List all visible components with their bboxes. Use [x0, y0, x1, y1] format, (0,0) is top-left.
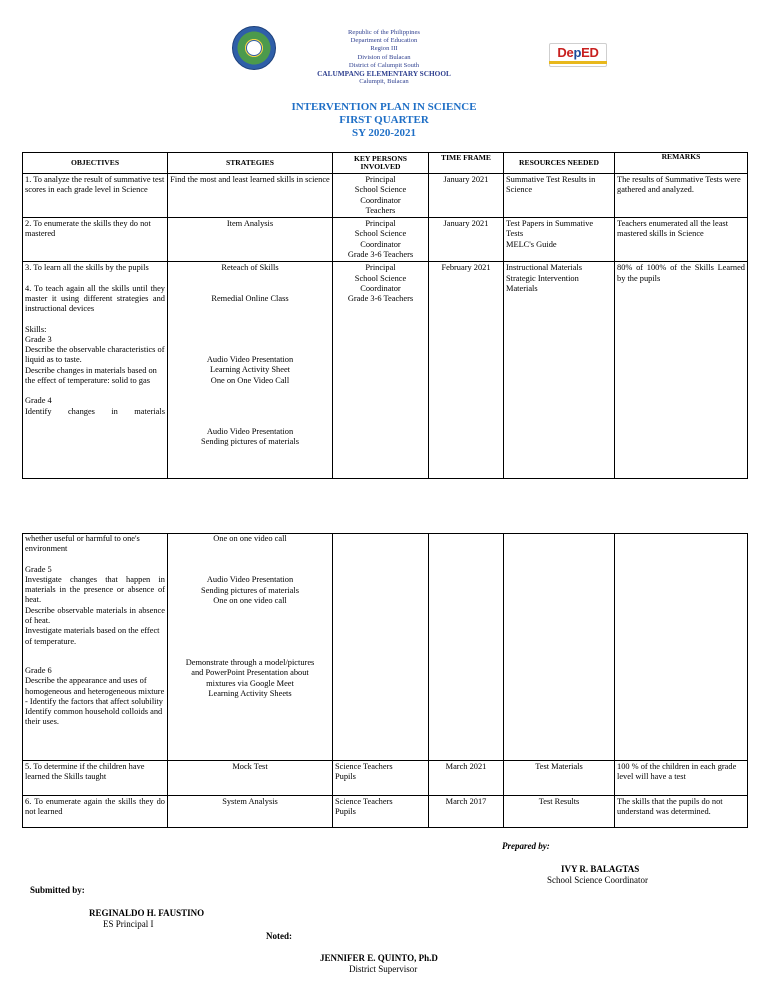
objective-cell: 5. To determine if the children have learned the Skills taught	[23, 761, 168, 796]
intervention-table-part1	[22, 152, 748, 479]
column-header: OBJECTIVES	[23, 153, 168, 174]
table-row	[23, 534, 748, 761]
remarks-cell: 100 % of the children in each grade level will have a test	[615, 761, 748, 796]
title-line: INTERVENTION PLAN IN SCIENCE	[291, 101, 477, 113]
time-frame-cell: January 2021	[429, 174, 504, 218]
person-item: Science Teachers	[335, 797, 393, 806]
submitted-by-label: Submitted by:	[30, 885, 85, 895]
noted-by-name: JENNIFER E. QUINTO, Ph.D	[320, 953, 438, 963]
submitted-by-title: ES Principal I	[103, 919, 154, 929]
strategy-text: Audio Video Presentation	[206, 354, 294, 364]
strategy-cell: Mock Test	[168, 761, 333, 796]
skill-text: - Identify the factors that affect solubility	[25, 696, 163, 706]
column-header: STRATEGIES	[168, 153, 333, 174]
person-item: School Science Coordinator	[354, 273, 407, 293]
resources-cell	[504, 218, 615, 262]
strategy-text: One on one video call	[213, 534, 287, 543]
resources-cell: Test Materials	[504, 761, 615, 796]
remarks-cell: 80% of 100% of the Skills Learned by the pupils	[615, 262, 748, 479]
strategy-cell: Item Analysis	[168, 218, 333, 262]
document-title	[234, 101, 534, 140]
submitted-by-name: REGINALDO H. FAUSTINO	[89, 908, 205, 918]
objective-cell: 2. To enumerate the skills they do not mastered	[23, 218, 168, 262]
objective-cell	[23, 262, 168, 479]
skill-text: whether useful or harmful to one's environment	[25, 534, 140, 554]
deped-logo: DepED	[549, 43, 607, 67]
persons-cell	[333, 262, 429, 479]
person-item: Principal	[365, 219, 396, 229]
person-item: Pupils	[335, 772, 356, 782]
time-frame-cell: March 2017	[429, 796, 504, 828]
resources-cell	[504, 262, 615, 479]
title-line: FIRST QUARTER	[339, 114, 429, 126]
strategy-text: Audio Video Presentation	[206, 575, 294, 585]
letterhead	[234, 29, 534, 86]
resources-cell	[504, 534, 615, 761]
school-name: CALUMPANG ELEMENTARY SCHOOL	[317, 69, 451, 79]
resources-cell: Test Results	[504, 796, 615, 828]
strategy-text: Reteach of Skills	[221, 263, 279, 273]
strategy-text: Learning Activity Sheets	[208, 689, 292, 699]
person-item: Science Teachers	[335, 762, 393, 771]
persons-cell	[333, 761, 429, 796]
strategy-text: Remedial Online Class	[211, 293, 289, 303]
skill-text: Identify changes in materials	[25, 406, 165, 416]
table-row	[23, 262, 748, 479]
skill-text: Investigate changes that happen in materials in the presence or absence of heat.	[25, 574, 165, 605]
objective-cell	[23, 534, 168, 761]
prepared-by-label: Prepared by:	[502, 841, 550, 851]
grade-label: Grade 5	[25, 564, 52, 574]
time-frame-cell	[429, 534, 504, 761]
person-item: Grade 3-6 Teachers	[347, 294, 414, 304]
person-item: Pupils	[335, 807, 356, 817]
intervention-table-part2	[22, 533, 748, 828]
time-frame-cell: February 2021	[429, 262, 504, 479]
resources-cell: Summative Test Results in Science	[504, 174, 615, 218]
objective-text: 4. To teach again all the skills until they master it using different strategies and instructional devices	[25, 283, 165, 314]
column-header: TIME FRAME	[429, 153, 504, 174]
objective-text: 3. To learn all the skills by the pupils	[25, 263, 149, 273]
table-row	[23, 796, 748, 828]
letterhead-line: Division of Bulacan	[357, 53, 411, 61]
strategy-text: One on one video call	[213, 595, 287, 605]
resource-item: Strategic Intervention Materials	[506, 273, 579, 293]
skill-text: Investigate materials based on the effect of temperature.	[25, 626, 160, 646]
person-item: Teachers	[365, 205, 396, 215]
column-header: KEY PERSONS INVOLVED	[333, 153, 429, 174]
letterhead-line: Region III	[370, 45, 398, 53]
person-item: Principal	[365, 263, 396, 273]
strategy-text: Demonstrate through a model/pictures	[185, 658, 315, 668]
prepared-by-name: IVY R. BALAGTAS	[561, 864, 640, 874]
skill-text: Describe changes in materials based on the effect of temperature: solid to gas	[25, 365, 157, 386]
remarks-cell: Teachers enumerated all the least mastered skills in Science	[615, 218, 748, 262]
strategy-cell	[168, 534, 333, 761]
person-item: Grade 3-6 Teachers	[347, 250, 414, 260]
strategy-text: Sending pictures of materials	[201, 437, 299, 447]
grade-label: Grade 3	[25, 334, 52, 344]
column-header: REMARKS	[615, 153, 748, 174]
skill-text: Identify common household colloids and their uses.	[25, 707, 163, 727]
strategy-cell: Find the most and least learned skills in science	[168, 174, 333, 218]
person-item: School Science Coordinator	[354, 185, 407, 205]
strategy-cell: System Analysis	[168, 796, 333, 828]
grade-label: Grade 6	[25, 665, 52, 675]
resource-item: Test Papers in Summative Tests	[506, 219, 594, 239]
column-header: RESOURCES NEEDED	[504, 153, 615, 174]
skill-text: Describe the observable characteristics of liquid as to taste.	[25, 345, 165, 365]
resource-item: MELC's Guide	[506, 239, 557, 249]
person-item: School Science Coordinator	[354, 229, 407, 249]
school-location: Calumpit, Bulacan	[359, 78, 409, 86]
time-frame-cell: March 2021	[429, 761, 504, 796]
skills-label: Skills:	[25, 324, 47, 334]
table-row	[23, 761, 748, 796]
persons-cell	[333, 174, 429, 218]
strategy-text: Sending pictures of materials	[201, 585, 299, 595]
remarks-cell	[615, 534, 748, 761]
strategy-cell	[168, 262, 333, 479]
remarks-cell: The skills that the pupils do not understand was determined.	[615, 796, 748, 828]
remarks-cell: The results of Summative Tests were gathered and analyzed.	[615, 174, 748, 218]
table-header-row	[23, 153, 748, 174]
letterhead-line: District of Calumpit South	[348, 61, 420, 69]
noted-by-title: District Supervisor	[349, 964, 418, 974]
objective-cell: 1. To analyze the result of summative test scores in each grade level in Science	[23, 174, 168, 218]
noted-label: Noted:	[266, 931, 292, 941]
resource-item: Instructional Materials	[506, 263, 583, 273]
title-line: SY 2020-2021	[351, 127, 417, 139]
table-row	[23, 174, 748, 218]
skill-text: Describe the appearance and uses of homogeneous and heterogeneous mixture	[25, 676, 165, 696]
person-item: Principal	[365, 175, 396, 184]
persons-cell	[333, 218, 429, 262]
skill-text: Describe observable materials in absence of heat.	[25, 605, 165, 626]
strategy-text: and PowerPoint Presentation about	[191, 668, 309, 678]
objective-cell: 6. To enumerate again the skills they do not learned	[23, 796, 168, 828]
strategy-text: Audio Video Presentation	[206, 426, 294, 436]
grade-label: Grade 4	[25, 396, 52, 406]
strategy-text: mixtures via Google Meet	[206, 678, 294, 688]
strategy-text: One on One Video Call	[210, 375, 290, 385]
deped-logo-underline	[549, 61, 607, 64]
strategy-text: Learning Activity Sheet	[209, 365, 290, 375]
prepared-by-title: School Science Coordinator	[547, 875, 648, 885]
letterhead-line: Republic of the Philippines	[348, 29, 420, 36]
persons-cell	[333, 534, 429, 761]
table-row	[23, 218, 748, 262]
time-frame-cell: January 2021	[429, 218, 504, 262]
letterhead-line: Department of Education	[350, 37, 418, 45]
persons-cell	[333, 796, 429, 828]
